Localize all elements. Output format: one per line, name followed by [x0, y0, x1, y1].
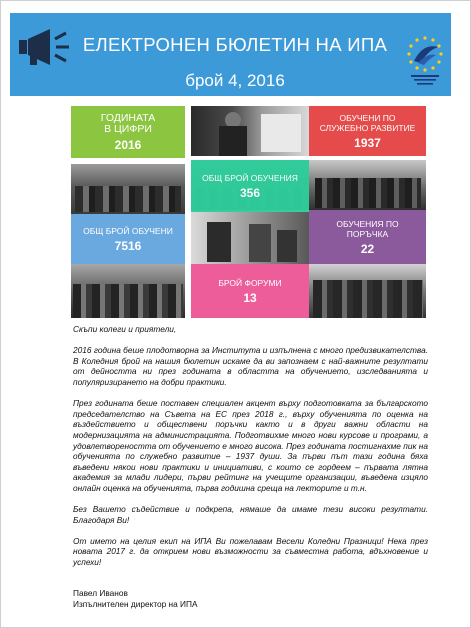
ipa-eu-logo-icon	[405, 33, 445, 89]
tile-year-line2: В ЦИФРИ	[104, 122, 152, 135]
photo-speaker	[191, 106, 309, 156]
tile-total-trained	[71, 214, 185, 264]
tile-trainings-value: 356	[239, 185, 261, 200]
tile-civil-line2: СЛУЖЕБНО РАЗВИТИЕ	[319, 122, 416, 133]
photo-group-2	[309, 160, 426, 210]
tile-civil-line1: ОБУЧЕНИ ПО	[339, 112, 396, 123]
letter-paragraph-2: През годината беше поставен специален акцент върху подготовката за българското председателство на Съвета на ЕС през 2018 г., върху обученията по оценка на въздействието и обществени поръчки както и в други важни области на модернизацията на администрацията. Подготвихме много нови курсове и програми, а удовлетвореността от обучението е много висока. През годината постигнахме пик на обученията по служебно развитие – 1937 души. За първи път тази година бяха въведени някои нови практики и инициативи, с които се гордеем – първата лятна академия за млади лидери, първи рейтинг на учещите организации, въведена изцяло онлайн оценка на обученията, първа годишна среща на лекторите и т.н.	[73, 398, 428, 493]
editorial-letter	[73, 324, 428, 578]
tile-request-line2: ПОРЪЧКА	[346, 228, 389, 239]
tile-civil-service-trained	[309, 106, 426, 156]
signature-block	[73, 588, 198, 609]
tile-trained-line1: ОБЩ БРОЙ ОБУЧЕНИ	[83, 225, 173, 236]
newsletter-header	[10, 13, 451, 96]
tile-forums-value: 13	[243, 290, 257, 305]
tile-trained-value: 7516	[114, 238, 142, 253]
issue-number: брой 4, 2016	[185, 71, 285, 90]
letter-paragraph-1: 2016 година беше плодотворна за Института и изпълнена с много предизвикателства. В Коледния брой на нашия бюлетин искаме да ви запознаем с най-важните резултати от дейността ни през годината в областта на обучението, изследванията и популяризирането на добри практики.	[73, 345, 428, 387]
tile-request-value: 22	[360, 241, 375, 256]
tile-year-value: 2016	[114, 137, 142, 152]
tile-year-in-numbers	[71, 106, 185, 158]
year-in-numbers-infographic	[71, 106, 426, 318]
photo-group-3	[71, 264, 185, 318]
tile-forums	[191, 264, 309, 318]
letter-paragraph-3: Без Вашето съдействие и подкрепа, нямаше да имаме тези високи резултати. Благодаря Ви!	[73, 504, 428, 525]
photo-group-1	[71, 164, 185, 214]
tile-forums-line1: БРОЙ ФОРУМИ	[218, 277, 282, 288]
signature-title: Изпълнителен директор на ИПА	[73, 598, 198, 609]
photo-ceremony	[191, 212, 309, 264]
tile-year-line1: ГОДИНАТА	[100, 111, 156, 124]
tile-total-trainings	[191, 160, 309, 212]
tile-request-line1: ОБУЧЕНИЯ ПО	[336, 218, 399, 229]
signature-name: Павел Иванов	[73, 588, 128, 598]
megaphone-icon	[16, 25, 74, 69]
tile-trainings-line1: ОБЩ БРОЙ ОБУЧЕНИЯ	[202, 172, 298, 183]
tile-trainings-on-request	[309, 210, 426, 264]
photo-group-4	[309, 264, 426, 318]
tile-civil-value: 1937	[354, 135, 381, 150]
letter-greeting: Скъпи колеги и приятели,	[73, 324, 177, 334]
newsletter-title: ЕЛЕКТРОНЕН БЮЛЕТИН НА ИПА	[82, 34, 388, 55]
letter-paragraph-4: От името на целия екип на ИПА Ви пожелавам Весели Коледни Празници! Нека през новата 2017 г. да открием нови възможности за съвместна работа, вдъхновение и успехи!	[73, 535, 428, 568]
